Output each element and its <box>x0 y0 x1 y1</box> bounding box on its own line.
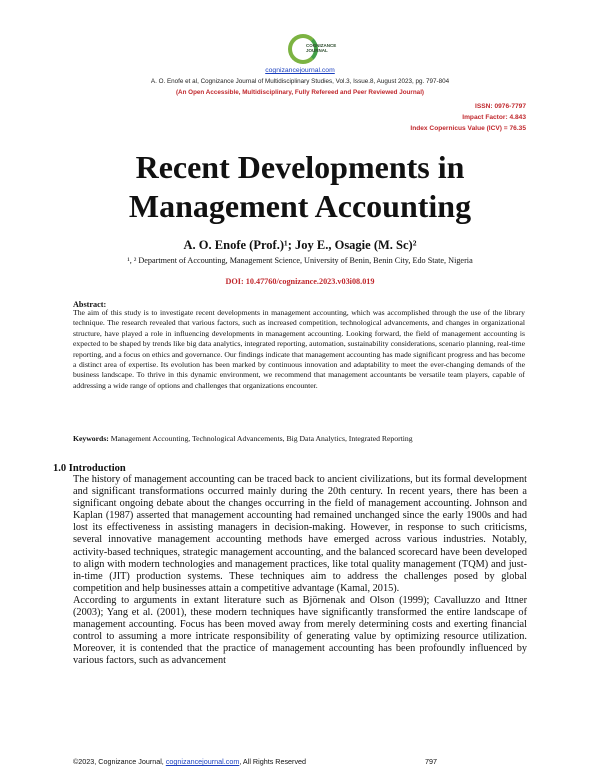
copyright: ©2023, Cognizance Journal, cognizancejournal.com, All Rights Reserved <box>73 757 307 766</box>
authors: A. O. Enofe (Prof.)¹; Joy E., Osagie (M. Sc)² <box>183 238 417 252</box>
keywords-label: Keywords: <box>73 434 109 443</box>
abstract-heading: Abstract: <box>73 300 107 309</box>
paper-title <box>0 148 600 226</box>
paragraph-1: The history of management accounting can be traced back to ancient civilizations, but its formal development and significant transformations occurred mainly during the 20th century. In recent years, there has been a significant ongoing debate about the changes occurring in the field of management accounting. Johnson and Kaplan (1987) asserted that management accounting had remained unchanged since the early 1900s and had lost its effectiveness in assisting managers in decision-making. However, in response to such criticisms, several innovative management accounting methods have emerged across various industries. Notably, activity-based techniques, strategic management accounting, and the balanced scorecard have been developed to align with modern technologies and management practices, like total quality management (TQM) and just-in-time (JIT) production systems. These techniques aim to address the challenges posed by global competition and help businesses attain a competitive advantage (Kamal, 2015). <box>73 474 527 594</box>
doi[interactable]: DOI: 10.47760/cognizance.2023.v03i08.019 <box>225 277 375 286</box>
keywords-list: Management Accounting, Technological Advancements, Big Data Analytics, Integrated Reporting <box>110 434 413 443</box>
intro-body <box>73 474 527 668</box>
logo-text: COGNIZANCE JOURNAL <box>306 43 337 53</box>
journal-logo <box>288 34 340 66</box>
title-line-1: Recent Developments in <box>135 149 465 185</box>
section-title: 1.0 Introduction <box>53 463 126 474</box>
issn: ISSN: 0976-7797 <box>475 103 526 110</box>
journal-site-link[interactable]: cognizancejournal.com <box>265 67 335 74</box>
open-access-note: (An Open Accessible, Multidisciplinary, Fully Refereed and Peer Reviewed Journal) <box>175 89 425 96</box>
title-line-2: Management Accounting <box>128 188 472 224</box>
icv-value: Index Copernicus Value (ICV) = 76.35 <box>410 125 526 132</box>
page-number: 797 <box>425 757 437 766</box>
keywords <box>73 434 533 443</box>
footer-site-link[interactable]: cognizancejournal.com <box>165 757 240 766</box>
affiliation: ¹, ² Department of Accounting, Management Science, University of Benin, Benin City, Edo State, Nigeria <box>127 256 473 265</box>
citation-line: A. O. Enofe et al, Cognizance Journal of Multidisciplinary Studies, Vol.3, Issue.8, August 2023, pg. 797-804 <box>150 78 450 85</box>
impact-factor: Impact Factor: 4.843 <box>462 114 526 121</box>
paragraph-2: According to arguments in extant literature such as Björnenak and Olson (1999); Cavalluzzo and Ittner (2003); Yang et al. (2001), these modern techniques have significantly transformed the entire landscape of management accounting. Focus has been moved away from merely determining costs and exerting financial control to assuming a more intricate responsibility of generating value by optimizing resource utilization. Moreover, it is contended that the practice of management accounting has been profoundly influenced by various factors, such as advancement <box>73 594 527 667</box>
abstract-text: The aim of this study is to investigate recent developments in management accounting, which was accomplished through the use of the library technique. The research revealed that various factors, such as increased competition, technological advancements, and changes in organizational structure, have played a role in influencing developments in management accounting. Looking forward, the field of management accounting is expected to be shaped by trends like big data analytics, integrated reporting, automation, sustainability considerations, scenario planning, real-time reporting, and a focus on ethics and governance. Our findings indicate that management accounting has made significant progress and has become a distinct area of expertise. Its evolution has been marked by continuous innovation and adaptability to meet the ever-changing demands of the business landscape. To thrive in this dynamic environment, we recommend that management accountants be versatile team players, capable of addressing a wide range of options and challenges that organizations encounter. <box>73 308 525 390</box>
